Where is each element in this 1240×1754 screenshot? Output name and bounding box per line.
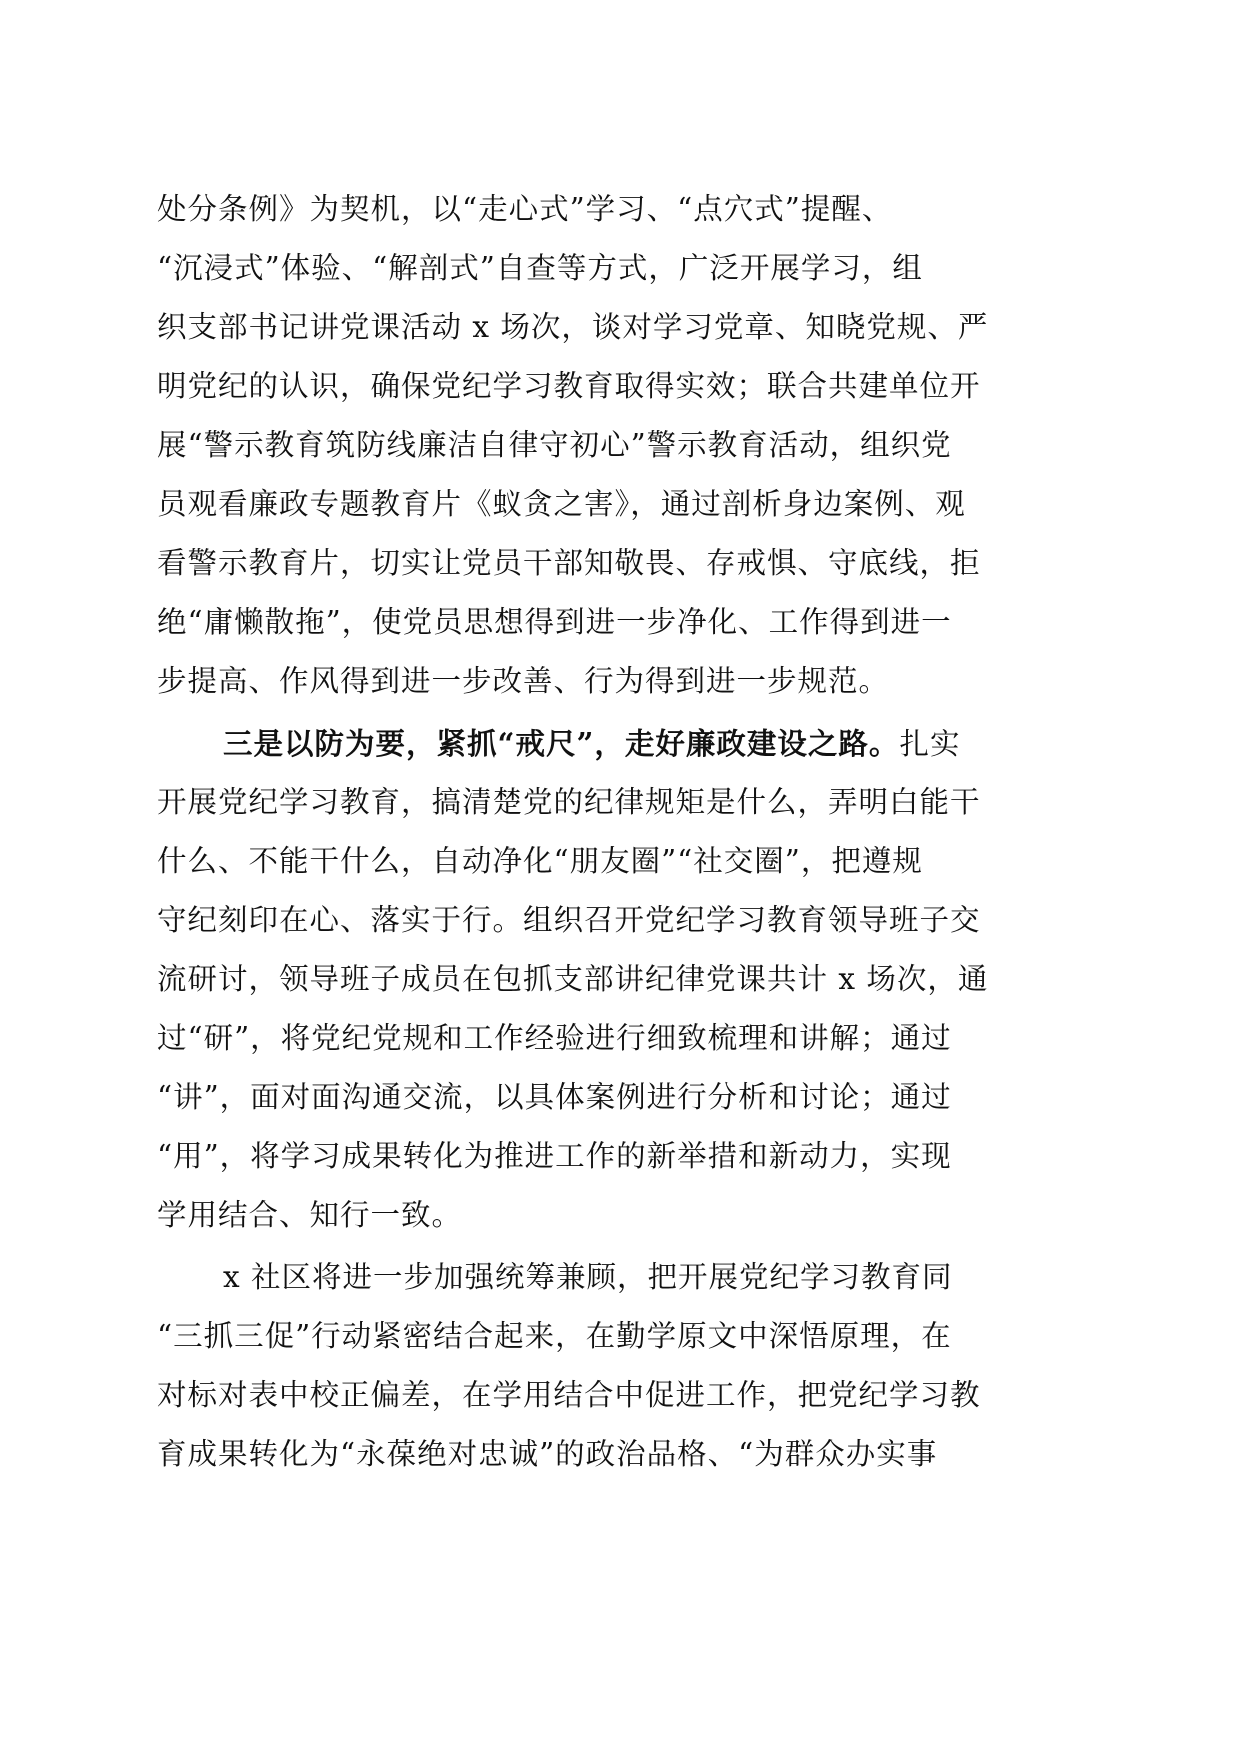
- paragraph-line: 员观看廉政专题教育片《蚁贪之害》，通过剖析身边案例、观: [157, 487, 966, 521]
- paragraph-line: 织支部书记讲党课活动 x 场次，谈对学习党章、知晓党规、严: [157, 310, 989, 344]
- section-3-first-line-tail: 扎实: [899, 727, 961, 761]
- paragraph-line: 处分条例》为契机，以“走心式”学习、“点穴式”提醒、: [157, 192, 893, 226]
- section-3-first-line: [157, 714, 1057, 773]
- document-body: [157, 180, 1057, 1484]
- paragraph-line: 过“研”，将党纪党规和工作经验进行细致梳理和讲解；通过: [157, 1021, 952, 1055]
- paragraph-line: 绝“庸懒散拖”，使党员思想得到进一步净化、工作得到进一: [157, 605, 952, 639]
- section-3-heading: 三是以防为要，紧抓“戒尺”，走好廉政建设之路。: [223, 726, 900, 761]
- paragraph-line: “沉浸式”体验、“解剖式”自查等方式，广泛开展学习，组: [157, 251, 923, 285]
- paragraph-line: 看警示教育片，切实让党员干部知敬畏、存戒惧、守底线，拒: [157, 546, 981, 580]
- paragraph-line: 明党纪的认识，确保党纪学习教育取得实效；联合共建单位开: [157, 369, 981, 403]
- paragraph-line: “用”，将学习成果转化为推进工作的新举措和新动力，实现: [157, 1139, 952, 1173]
- paragraph-line: 育成果转化为“永葆绝对忠诚”的政治品格、“为群众办实事: [157, 1437, 938, 1471]
- paragraph-line: 开展党纪学习教育，搞清楚党的纪律规矩是什么，弄明白能干: [157, 785, 981, 819]
- paragraph-line: 守纪刻印在心、落实于行。组织召开党纪学习教育领导班子交: [157, 903, 981, 937]
- paragraph-line: 学用结合、知行一致。: [157, 1198, 463, 1232]
- paragraph-line: 流研讨，领导班子成员在包抓支部讲纪律党课共计 x 场次，通: [157, 962, 989, 996]
- paragraph-line: 什么、不能干什么，自动净化“朋友圈”“社交圈”，把遵规: [157, 844, 923, 878]
- paragraph-line: “讲”，面对面沟通交流，以具体案例进行分析和讨论；通过: [157, 1080, 952, 1114]
- paragraph-line: 展“警示教育筑防线廉洁自律守初心”警示教育活动，组织党: [157, 428, 952, 462]
- paragraph-line: “三抓三促”行动紧密结合起来，在勤学原文中深悟原理，在: [157, 1319, 952, 1353]
- paragraph-line: 步提高、作风得到进一步改善、行为得到进一步规范。: [157, 664, 890, 698]
- conclusion-first-line: x 社区将进一步加强统筹兼顾，把开展党纪学习教育同: [223, 1260, 953, 1294]
- paragraph-line: 对标对表中校正偏差，在学用结合中促进工作，把党纪学习教: [157, 1378, 981, 1412]
